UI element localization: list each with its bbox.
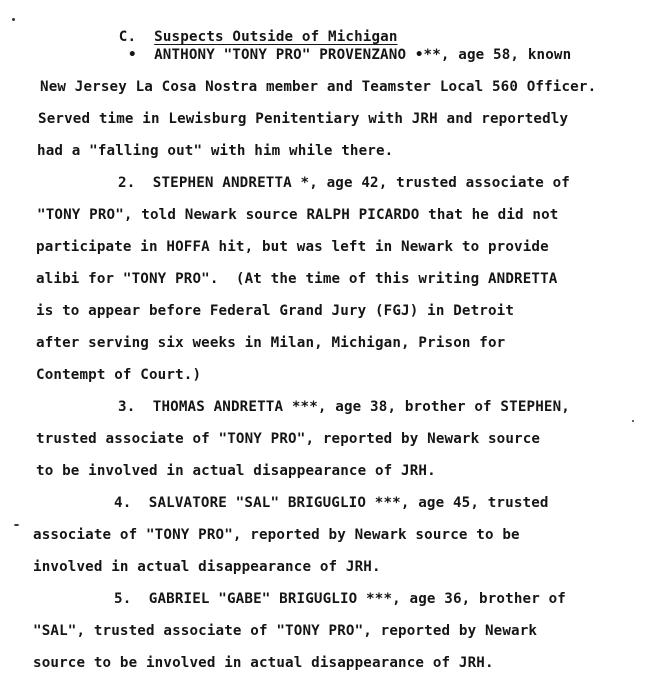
ink-speck: [632, 420, 634, 422]
item-4-line-3: involved in actual disappearance of JRH.: [33, 559, 381, 575]
item-2-line-7: Contempt of Court.): [36, 367, 202, 383]
item-1-line-2: New Jersey La Cosa Nostra member and Teamster Local 560 Officer.: [40, 79, 597, 95]
item-5-line-3: source to be involved in actual disappearance of JRH.: [33, 655, 494, 671]
item-1-line-3: Served time in Lewisburg Penitentiary with JRH and reportedly: [38, 111, 569, 127]
item-2-line-3: participate in HOFFA hit, but was left in Newark to provide: [36, 239, 549, 255]
ink-speck: [14, 524, 19, 526]
item-4-line-2: associate of "TONY PRO", reported by Newark source to be: [33, 527, 520, 543]
ink-speck: [12, 18, 15, 21]
section-letter: C.: [118, 29, 137, 45]
item-4-line-1: 4. SALVATORE "SAL" BRIGUGLIO ***, age 45, trusted: [114, 495, 549, 511]
item-3-line-1: 3. THOMAS ANDRETTA ***, age 38, brother of STEPHEN,: [118, 399, 570, 415]
item-3-line-3: to be involved in actual disappearance of JRH.: [36, 463, 436, 479]
item-5-line-1: 5. GABRIEL "GABE" BRIGUGLIO ***, age 36, brother of: [114, 591, 566, 607]
item-5-line-2: "SAL", trusted associate of "TONY PRO", reported by Newark: [33, 623, 538, 639]
item-2-line-6: after serving six weeks in Milan, Michigan, Prison for: [36, 335, 506, 351]
section-title: Suspects Outside of Michigan: [154, 29, 398, 45]
item-2-line-5: is to appear before Federal Grand Jury (FGJ) in Detroit: [36, 303, 515, 319]
item-1-line-1: • ANTHONY "TONY PRO" PROVENZANO •**, age 58, known: [128, 47, 572, 63]
item-2-line-4: alibi for "TONY PRO". (At the time of this writing ANDRETTA: [36, 271, 558, 287]
item-2-line-2: "TONY PRO", told Newark source RALPH PICARDO that he did not: [37, 207, 559, 223]
item-1-line-4: had a "falling out" with him while there.: [37, 143, 394, 159]
item-2-line-1: 2. STEPHEN ANDRETTA *, age 42, trusted associate of: [118, 175, 570, 191]
item-3-line-2: trusted associate of "TONY PRO", reported by Newark source: [36, 431, 541, 447]
